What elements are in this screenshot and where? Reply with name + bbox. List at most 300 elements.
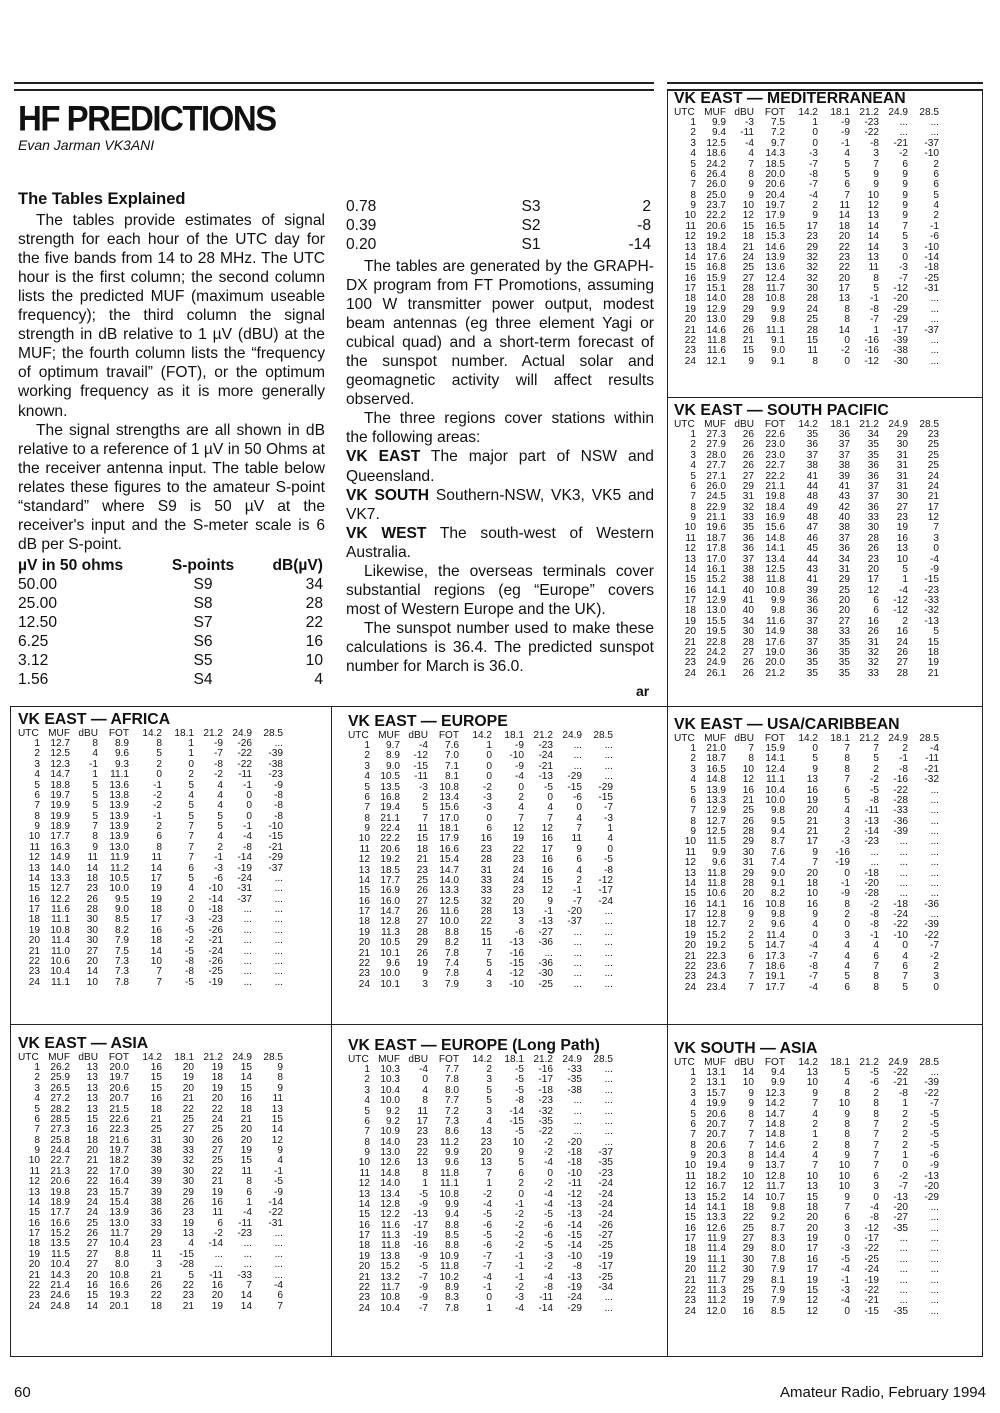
table-cell: 16.6 — [439, 843, 459, 855]
table-cell: 26 — [86, 1228, 98, 1239]
table-cell: 24 — [742, 251, 754, 263]
table-cell: 12 — [271, 1134, 283, 1146]
table-cell: 11.8 — [381, 1240, 400, 1252]
table-cell: 11.9 — [707, 1233, 726, 1244]
table-cell: 16.4 — [109, 1176, 129, 1188]
table-cell: -24 — [237, 872, 252, 884]
table-cell: 19.3 — [109, 1290, 129, 1302]
table-cell: 24.5 — [706, 491, 726, 503]
table-cell: 12.7 — [50, 738, 70, 749]
table-cell: 22 — [211, 1103, 223, 1115]
table-cell: 14 — [742, 1191, 754, 1203]
table-cell: 9.0 — [114, 904, 129, 915]
s-point-row — [18, 670, 325, 689]
table-cell: 4 — [277, 1155, 283, 1167]
table-cell: 20.6 — [50, 1176, 70, 1188]
table-cell: -14 — [237, 852, 252, 864]
table-cell: 15 — [358, 1209, 370, 1221]
table-cell: 0 — [812, 127, 818, 139]
table-cell: 8 — [92, 738, 98, 749]
table-cell: 27 — [742, 272, 754, 284]
table-cell: ... — [243, 1238, 252, 1250]
table-cell: 12 — [541, 885, 553, 897]
table-cell: 27 — [742, 470, 754, 482]
table-cell: 24.4 — [50, 1145, 70, 1156]
table-row — [344, 1096, 666, 1106]
table-cell: 41 — [806, 470, 818, 482]
table-cell: 4 — [92, 748, 98, 760]
table-cell: -17 — [413, 1219, 428, 1231]
table-cell: 14.8 — [706, 774, 726, 786]
table-cell: 20.6 — [706, 1139, 726, 1151]
table-row — [670, 544, 982, 554]
table-cell: -24 — [208, 945, 223, 957]
table-header-cell: 28.5 — [919, 107, 939, 118]
table-cell: -8 — [243, 841, 252, 853]
page-number: 60 — [14, 1384, 31, 1401]
table-cell: ... — [573, 926, 582, 938]
table-cell: -4 — [930, 743, 939, 754]
table-cell: 21 — [684, 1274, 696, 1286]
table-cell: -27 — [893, 1212, 908, 1224]
table-cell: 9.4 — [444, 1209, 459, 1221]
table-cell: -37 — [567, 916, 582, 928]
table-cell: 9.1 — [770, 355, 785, 367]
table-cell: 4 — [486, 968, 492, 980]
table-cell: 10.8 — [380, 1292, 400, 1304]
s-point-row — [346, 235, 654, 254]
table-cell: 26 — [742, 815, 754, 827]
table-cell: 23.0 — [765, 439, 785, 451]
table-cell: 9 — [812, 846, 818, 858]
table-cell: 8 — [748, 753, 754, 765]
table-cell: 19.7 — [50, 789, 70, 801]
table-cell: 9 — [812, 210, 818, 222]
table-row — [670, 1182, 982, 1192]
right-column-top-rule — [667, 82, 983, 84]
table-cell: -1 — [515, 1271, 524, 1283]
table-cell: -15 — [179, 1248, 194, 1260]
table-header-cell: 18.1 — [830, 733, 850, 744]
table-cell: 11 — [685, 532, 696, 544]
table-cell: 18.9 — [50, 821, 70, 832]
table-cell: -7 — [483, 1261, 492, 1273]
table-cell: -12 — [567, 1188, 582, 1200]
table-cell: 2 — [188, 893, 194, 905]
table-cell: 16 — [742, 784, 754, 796]
table-cell: 3 — [933, 971, 939, 983]
table-cell: 17.0 — [109, 1165, 129, 1177]
table-cell: 13 — [684, 241, 696, 253]
table-cell: 11 — [481, 937, 492, 949]
table-cell: 24 — [684, 1305, 696, 1317]
table-cell: 1 — [690, 743, 696, 754]
table-cell: 39 — [838, 470, 850, 482]
table-header-cell: FOT — [764, 1057, 785, 1068]
table-header-cell: 28.5 — [593, 1054, 613, 1065]
table-cell: 26.4 — [706, 168, 726, 180]
table-title: VK EAST — ASIA — [18, 1035, 149, 1052]
table-header-cell: dBU — [734, 1057, 754, 1068]
table-cell: -20 — [864, 877, 879, 889]
table-cell: -1 — [930, 220, 939, 232]
table-cell: 1 — [188, 738, 194, 749]
table-cell: 21 — [742, 241, 754, 253]
table-cell: 9 — [547, 895, 553, 907]
table-cell: 9.9 — [444, 1147, 459, 1158]
table-cell: 14 — [28, 872, 40, 884]
table-row — [670, 858, 982, 868]
table-cell: 7 — [246, 1279, 252, 1291]
table-cell: 8 — [812, 355, 818, 367]
table-cell: 0 — [547, 1167, 553, 1179]
table-cell: 6 — [873, 605, 879, 617]
table-cell: ... — [930, 1274, 939, 1286]
table-cell: 7.3 — [444, 1115, 459, 1127]
table-cell: 9.8 — [770, 314, 785, 326]
table-cell: 18 — [838, 220, 850, 232]
table-cell: 9.9 — [770, 1077, 785, 1089]
table-header-cell: UTC — [674, 733, 695, 744]
article-column-2 — [346, 197, 654, 676]
table-header-cell: UTC — [348, 730, 369, 741]
table-cell: 26 — [211, 1134, 223, 1146]
table-cell: 2 — [156, 758, 162, 770]
table-cell: 20 — [86, 1145, 98, 1156]
table-cell: 18.6 — [706, 148, 726, 160]
table-cell: 32 — [182, 1155, 194, 1167]
table-cell: 32 — [742, 501, 754, 513]
table-cell: 14 — [867, 241, 879, 253]
table-cell: 7 — [873, 1150, 879, 1161]
table-cell: 10 — [806, 1170, 818, 1182]
table-cell: -5 — [274, 1176, 283, 1188]
table-cell: 9 — [277, 1145, 283, 1156]
table-cell: ... — [604, 937, 613, 949]
table-cell: -24 — [598, 1209, 613, 1221]
table-cell: 21 — [182, 1093, 194, 1105]
table-cell: 11.4 — [51, 935, 70, 947]
table-cell: 9 — [902, 200, 908, 211]
table-cell: 5 — [902, 981, 908, 993]
table-cell: 4 — [188, 789, 194, 801]
table-cell: 13.9 — [109, 810, 129, 822]
table-cell: 25 — [416, 874, 428, 886]
table-cell: 7.8 — [444, 1074, 459, 1086]
table-cell: -15 — [509, 1115, 524, 1127]
table-cell: 7 — [812, 857, 818, 869]
table-cell: 17 — [806, 220, 818, 232]
table-cell: 16.6 — [50, 1217, 70, 1229]
table-cell: ... — [604, 947, 613, 959]
table-cell: 12.2 — [380, 1209, 400, 1221]
table-cell: 9.1 — [770, 877, 785, 889]
table-cell: 22 — [512, 843, 524, 855]
table-cell: 17 — [806, 1264, 818, 1276]
table-cell: 15.6 — [765, 522, 785, 534]
table-cell: 9 — [873, 168, 879, 180]
table-cell: 5 — [690, 158, 696, 170]
s-point-cell: S9 — [193, 575, 213, 593]
paragraph-5: Likewise, the overseas terminals cover substantial regions (eg “Europe” covers most of Western Europe and the UK). — [346, 562, 654, 618]
prediction-table — [344, 713, 666, 1023]
grid-divider-mid-right — [667, 397, 983, 398]
table-cell: 21 — [742, 334, 754, 346]
table-cell: 15.4 — [109, 1196, 129, 1208]
table-cell: 17.6 — [765, 636, 785, 648]
s-point-header-uv: µV in 50 ohms — [18, 556, 124, 574]
table-cell: 24 — [684, 355, 696, 367]
table-cell: 27 — [896, 501, 908, 513]
table-cell: 8 — [422, 1167, 428, 1179]
table-cell: -11 — [209, 1269, 223, 1281]
table-cell: ... — [573, 1095, 582, 1107]
table-cell: 11 — [87, 852, 98, 864]
table-cell: 7 — [364, 802, 370, 814]
table-cell: 2 — [902, 743, 908, 754]
table-cell: 23 — [684, 1295, 696, 1307]
table-cell: 14.7 — [765, 940, 785, 952]
table-cell: 0 — [812, 743, 818, 754]
paragraph-4: The three regions cover stations within the following areas: — [346, 410, 654, 447]
table-cell: 23 — [684, 657, 696, 669]
table-cell: 15 — [684, 262, 696, 274]
table-cell: 19 — [927, 657, 939, 669]
table-cell: 19 — [806, 794, 818, 806]
table-cell: 15 — [684, 574, 696, 586]
table-cell: 15.9 — [765, 743, 785, 754]
s-point-cell: S6 — [193, 632, 213, 650]
table-cell: 12.9 — [706, 595, 726, 606]
table-cell: 23 — [86, 883, 98, 895]
table-cell: -11 — [238, 1217, 252, 1229]
table-cell: 14.8 — [765, 532, 785, 544]
table-cell: 15.1 — [706, 283, 726, 294]
table-cell: 20 — [867, 563, 879, 575]
table-cell: -19 — [598, 1250, 613, 1262]
table-cell: 4 — [690, 460, 696, 472]
table-cell: 7 — [748, 1118, 754, 1130]
table-cell: -21 — [893, 1077, 908, 1089]
table-cell: -15 — [509, 957, 524, 969]
table-cell: 22.9 — [706, 501, 726, 513]
table-cell: 7 — [156, 966, 162, 978]
table-cell: -10 — [208, 883, 223, 895]
table-cell: 32 — [867, 646, 879, 658]
table-cell: 8 — [422, 1095, 428, 1107]
table-header-cell: 28.5 — [593, 730, 613, 741]
table-header-cell: dBU — [408, 730, 428, 741]
table-cell: 19 — [684, 929, 696, 941]
table-cell: 25 — [806, 314, 818, 326]
table-cell: 12.6 — [380, 1157, 400, 1169]
table-cell: 7 — [547, 812, 553, 824]
table-cell: -9 — [515, 760, 524, 772]
table-cell: 7.9 — [444, 978, 459, 990]
grid-row3-bottom — [10, 1356, 983, 1357]
table-cell: 24 — [211, 1113, 223, 1125]
table-cell: -2 — [515, 1281, 524, 1293]
table-cell: -35 — [893, 1222, 908, 1234]
table-cell: 27 — [416, 916, 428, 928]
table-cell: 8.9 — [385, 750, 400, 762]
table-cell: 27 — [86, 945, 98, 957]
table-cell: 12.5 — [706, 826, 726, 837]
table-cell: 13.3 — [50, 872, 70, 884]
table-cell: -20 — [893, 293, 908, 305]
table-cell: 6 — [902, 960, 908, 972]
table-cell: -19 — [208, 976, 223, 988]
table-cell: -9 — [274, 779, 283, 791]
table-cell: 0 — [812, 929, 818, 941]
table-cell: 35 — [806, 429, 818, 440]
table-cell: -10 — [509, 978, 524, 990]
table-cell: -20 — [567, 906, 582, 917]
table-cell: 11.5 — [51, 1248, 70, 1260]
table-cell: 20 — [211, 1093, 223, 1105]
table-cell: ... — [899, 1284, 908, 1296]
table-cell: 26.0 — [706, 179, 726, 191]
table-cell: 14 — [684, 563, 696, 575]
table-cell: 32 — [480, 895, 492, 907]
table-cell: 13.0 — [380, 1147, 400, 1158]
table-cell: -1 — [153, 810, 162, 822]
table-cell: ... — [930, 1067, 939, 1078]
table-cell: 8 — [277, 1072, 283, 1084]
table-cell: 24 — [86, 1207, 98, 1219]
table-cell: 5 — [92, 800, 98, 812]
table-cell: 5 — [844, 158, 850, 170]
table-cell: -23 — [864, 836, 879, 848]
s-point-cell: 2 — [642, 198, 651, 215]
s-point-row — [18, 651, 325, 670]
table-cell: 27 — [742, 1233, 754, 1244]
table-cell: 11.1 — [766, 324, 785, 336]
table-row — [670, 1099, 982, 1109]
table-cell: 1 — [690, 117, 696, 128]
table-cell: 11.2 — [707, 1295, 726, 1307]
table-cell: -8 — [274, 800, 283, 812]
table-cell: ... — [899, 1233, 908, 1244]
table-cell: 26 — [742, 460, 754, 472]
table-cell: -37 — [237, 893, 252, 905]
table-cell: -13 — [924, 615, 939, 627]
s-point-cell: -14 — [628, 236, 651, 253]
table-cell: ... — [930, 794, 939, 806]
table-cell: -9 — [930, 1160, 939, 1172]
table-cell: 2 — [933, 158, 939, 170]
table-cell: ... — [243, 1259, 252, 1271]
table-cell: 18.2 — [706, 1170, 726, 1182]
table-cell: 11 — [417, 1105, 428, 1117]
table-cell: 1 — [902, 1098, 908, 1110]
table-cell: 7 — [690, 805, 696, 817]
table-cell: ... — [930, 293, 939, 305]
table-cell: 9 — [873, 179, 879, 191]
table-cell: 28.5 — [50, 1113, 70, 1125]
table-cell: -5 — [515, 1064, 524, 1075]
table-cell: 17 — [150, 872, 162, 884]
table-header-cell: 18.1 — [504, 730, 524, 741]
table-cell: -5 — [841, 1253, 850, 1265]
table-cell: 11 — [151, 1248, 162, 1260]
table-cell: 7.6 — [444, 740, 459, 751]
s-point-cell: S2 — [521, 217, 541, 234]
table-cell: 16.9 — [765, 512, 785, 523]
paragraph-3: The tables are generated by the GRAPH-DX program from FT Promotions, assuming 100 W transmitter power output, modest beam antennas (eg three element Yagi or cubical quad) and a short-term forecast of the sunspot number. Actual solar and geomagnetic activity will affect results observed. — [346, 258, 654, 409]
table-cell: ... — [604, 1302, 613, 1314]
table-cell: -4 — [274, 1279, 283, 1291]
table-cell: -2 — [544, 1147, 553, 1158]
table-cell: -33 — [924, 595, 939, 606]
table-cell: 22 — [684, 646, 696, 658]
table-cell: 4 — [576, 864, 582, 876]
table-cell: 2 — [690, 753, 696, 765]
table-cell: 23 — [480, 1136, 492, 1148]
table-cell: 27 — [896, 657, 908, 669]
table-header-cell: 21.2 — [533, 730, 553, 741]
table-header-cell: FOT — [764, 419, 785, 430]
table-cell: 30 — [742, 846, 754, 858]
table-cell: 28 — [742, 826, 754, 837]
table-cell: -3 — [899, 262, 908, 274]
table-cell: 9.8 — [770, 1201, 785, 1213]
table-cell: 7 — [188, 821, 194, 832]
table-cell: -38 — [268, 758, 283, 770]
table-cell: -12 — [864, 1222, 879, 1234]
table-cell: 5 — [486, 1084, 492, 1096]
table-cell: 8.0 — [770, 1243, 785, 1255]
table-cell: 15 — [271, 1113, 283, 1125]
table-cell: 9.6 — [114, 748, 129, 760]
table-cell: -6 — [870, 1077, 879, 1089]
table-cell: 9.5 — [770, 815, 785, 827]
table-cell: 12 — [358, 854, 370, 866]
table-cell: 23 — [838, 251, 850, 263]
table-header-cell: UTC — [18, 728, 39, 739]
table-cell: 11 — [241, 1165, 252, 1177]
table-cell: 29 — [182, 1186, 194, 1198]
table-cell: 20.6 — [109, 1082, 129, 1094]
table-cell: 20 — [28, 1259, 40, 1271]
table-cell: 20.7 — [706, 1129, 726, 1141]
table-cell: 30 — [742, 1253, 754, 1265]
table-cell: -10 — [509, 750, 524, 762]
table-cell: -4 — [930, 553, 939, 565]
table-cell: 12.8 — [380, 1198, 400, 1210]
table-cell: 7 — [873, 1160, 879, 1172]
table-cell: 18 — [28, 914, 40, 926]
table-cell: 6 — [873, 1170, 879, 1182]
table-cell: -2 — [515, 1209, 524, 1221]
table-cell: -1 — [515, 1250, 524, 1262]
table-cell: 20 — [684, 1264, 696, 1276]
table-cell: -20 — [567, 1136, 582, 1148]
table-cell: 30 — [86, 914, 98, 926]
table-cell: 3 — [364, 760, 370, 772]
table-cell: 4 — [364, 1095, 370, 1107]
table-cell: 10.4 — [765, 784, 785, 796]
table-cell: 1 — [188, 748, 194, 760]
table-cell: -5 — [544, 781, 553, 793]
table-cell: 12.3 — [50, 758, 70, 770]
table-cell: 7.9 — [770, 1295, 785, 1307]
table-cell: 4 — [188, 1238, 194, 1250]
table-cell: 10.8 — [50, 924, 70, 936]
table-cell: 4 — [34, 1093, 40, 1105]
table-cell: 12.3 — [765, 1087, 785, 1099]
table-cell: -1 — [153, 779, 162, 791]
